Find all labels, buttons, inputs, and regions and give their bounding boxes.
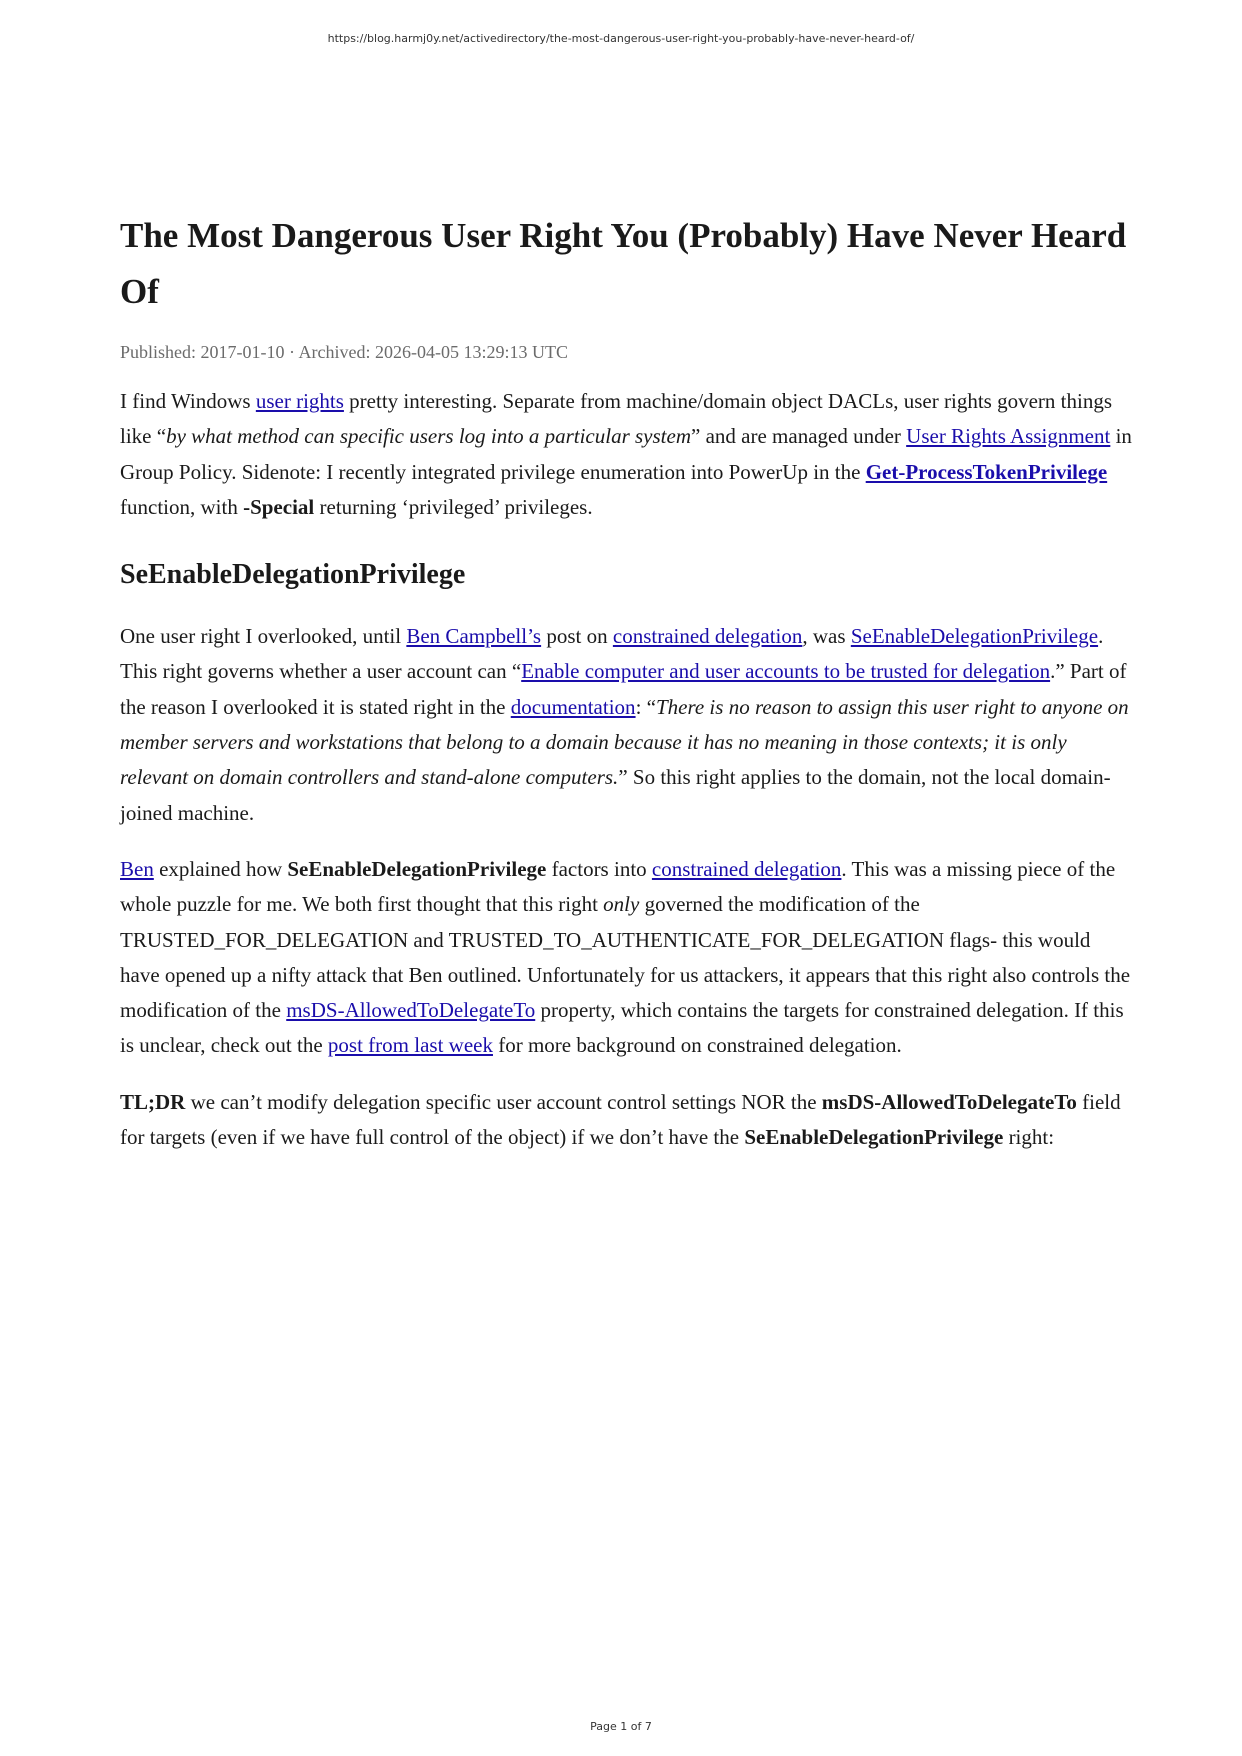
page-url: https://blog.harmj0y.net/activedirectory/the-most-dangerous-user-right-you-probably-have-never-heard-of/	[327, 32, 915, 45]
link-msds-allowedtodelegateto[interactable]: msDS-AllowedToDelegateTo	[286, 998, 536, 1023]
link-user-rights-assignment[interactable]: User Rights Assignment	[906, 424, 1111, 449]
tldr-paragraph	[120, 1085, 1132, 1156]
link-get-processtokenprivilege[interactable]: Get-ProcessTokenPrivilege	[865, 459, 1108, 484]
text: ” and are managed under	[691, 424, 907, 449]
bold-text: TL;DR	[120, 1089, 186, 1114]
text: governed the modification of the TRUSTED_FOR_DELEGATION and TRUSTED_TO_AUTHENTICATE_FOR_DELEGATION flags- this would have opened up a nifty attack that Ben outlined. Unfortunately for us attackers, it appears that this right also controls the modification of the	[120, 892, 1131, 1023]
text: One user right I overlooked, until	[120, 624, 407, 649]
text: field for targets (even if we have full control of the object) if we don’t have the	[120, 1089, 1121, 1150]
text: : “	[635, 694, 656, 719]
text: , was	[802, 624, 851, 649]
text: factors into	[546, 856, 652, 881]
intro-paragraph	[120, 384, 1132, 525]
text: . This was a missing piece of the whole puzzle for me. We both first thought that this right	[120, 856, 1116, 917]
link-constrained-delegation[interactable]: constrained delegation	[651, 856, 842, 881]
bold-text: msDS-AllowedToDelegateTo	[821, 1089, 1077, 1114]
link-documentation[interactable]: documentation	[510, 694, 636, 719]
publish-meta: Published: 2017-01-10 · Archived: 2026-04-05 13:29:13 UTC	[120, 342, 568, 362]
link-ben-campbell[interactable]: Ben Campbell’s	[406, 624, 542, 649]
text: .” Part of the reason I overlooked it is stated right in the	[120, 659, 1127, 719]
text: pretty interesting. Separate from machine/domain object DACLs, user rights govern things like “	[120, 389, 1112, 449]
article-title: The Most Dangerous User Right You (Probably) Have Never Heard Of	[120, 216, 1127, 311]
link-enable-computer-accounts[interactable]: Enable computer and user accounts to be trusted for delegation	[521, 659, 1051, 684]
text: in Group Policy. Sidenote: I recently integrated privilege enumeration into PowerUp in the	[120, 424, 1132, 484]
text: right:	[1003, 1125, 1055, 1150]
text: . This right governs whether a user account can “	[120, 624, 1104, 684]
bold-text: -Special	[243, 494, 315, 519]
text: function, with	[120, 494, 244, 519]
delegation-paragraph	[120, 619, 1132, 831]
link-seenabledelegationprivilege[interactable]: SeEnableDelegationPrivilege	[850, 624, 1099, 649]
link-post-from-last-week[interactable]: post from last week	[327, 1033, 493, 1058]
bold-text: SeEnableDelegationPrivilege	[744, 1125, 1004, 1150]
text: property, which contains the targets for constrained delegation. If this is unclear, check out the	[120, 998, 1124, 1058]
emphasis-text: only	[603, 892, 640, 917]
ben-explanation-paragraph	[120, 852, 1132, 1064]
text: returning ‘privileged’ privileges.	[314, 494, 593, 519]
article	[120, 208, 1132, 1155]
text: we can’t modify delegation specific user account control settings NOR the	[185, 1089, 822, 1114]
link-ben[interactable]: Ben	[120, 856, 154, 881]
section-heading: SeEnableDelegationPrivilege	[120, 559, 466, 591]
text: ” So this right applies to the domain, not the local domain-joined machine.	[120, 765, 1111, 825]
link-user-rights[interactable]: user rights	[255, 389, 344, 413]
emphasis-quote: There is no reason to assign this user right to anyone on member servers and workstations that belong to a domain because it has no meaning in those contexts; it is only relevant on domain controllers and stand-alone computers.	[120, 694, 1129, 790]
text: for more background on constrained delegation.	[492, 1033, 902, 1058]
text: explained how	[153, 856, 288, 881]
text: post on	[541, 624, 613, 649]
link-constrained-delegation[interactable]: constrained delegation	[612, 624, 803, 649]
page-number: Page 1 of 7	[590, 1720, 652, 1733]
emphasis-text: by what method can specific users log into a particular system	[166, 424, 692, 449]
bold-text: SeEnableDelegationPrivilege	[287, 856, 547, 881]
text: I find Windows	[120, 389, 256, 413]
